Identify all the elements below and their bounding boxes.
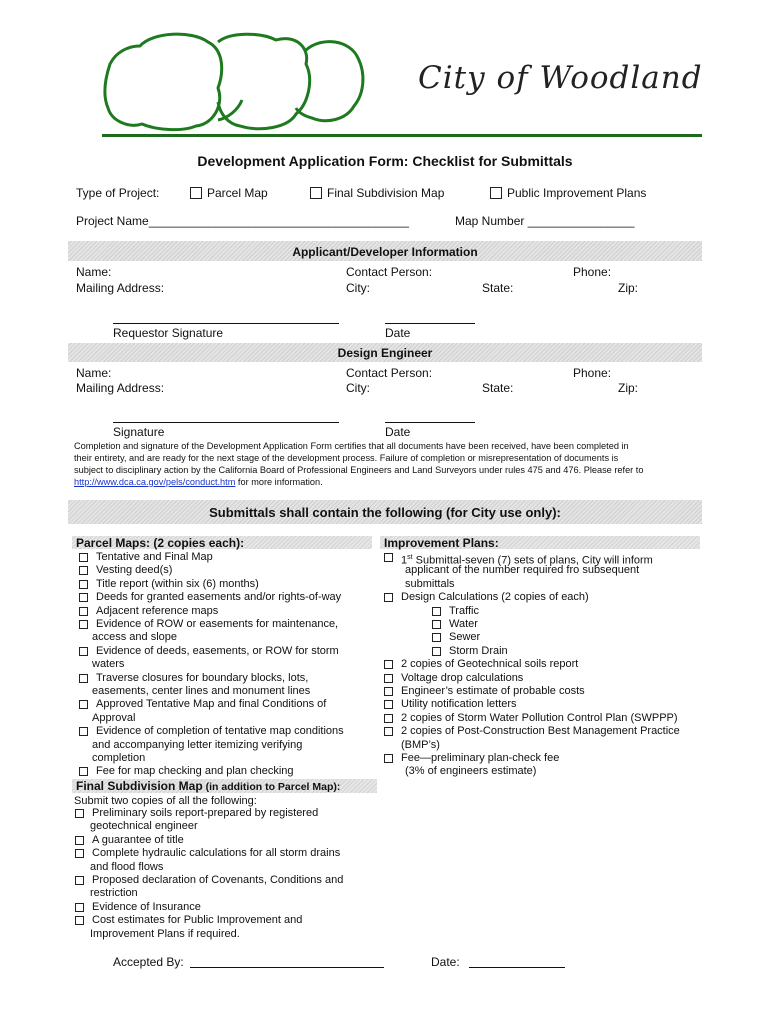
project-type-label: Type of Project: [76,186,160,200]
project-type-parcel-map[interactable]: Parcel Map [190,186,268,200]
parcel-item-text: Approval [92,711,136,724]
parcel-item-checkbox[interactable] [79,607,88,616]
form-title: Development Application Form: Checklist for Submittals [197,153,573,169]
parcel-item-text: Adjacent reference maps [96,604,219,617]
design-sub-checkbox[interactable] [432,633,441,642]
project-type-public-improvement[interactable]: Public Improvement Plans [490,186,646,200]
parcel-item-checkbox[interactable] [79,727,88,736]
engineer-section-band [68,343,702,362]
requestor-date-line[interactable] [385,323,475,324]
final-item-text: Complete hydraulic calculations for all storm drains [92,847,341,860]
final-item-text: and flood flows [90,860,164,873]
parcel-item-checkbox[interactable] [79,580,88,589]
engineer-name: Name: [76,366,112,380]
final-subdivision-checkbox[interactable] [310,187,322,199]
certification-paragraph: Completion and signature of the Development Application Form certifies that all documents have been received, have been completed in their entirety, and are ready for the next stage of the development process. Failure of completion or misrepresentation of documents is subject to disciplinary action by the California Board of Professional Engineers and Land Surveyors under rules 475 and 476. Please refer to http://www.dca.ca.gov/pels/conduct.htm for more information. [74,441,644,487]
parcel-item-text: Tentative and Final Map [96,551,213,563]
applicant-name: Name: [76,265,112,279]
engineer-zip: Zip: [618,381,639,395]
parcel-maps-heading: Parcel Maps: (2 copies each): [76,536,245,550]
requestor-signature-label: Requestor Signature [113,326,224,340]
first-submittal-cont: submittals [405,577,455,590]
parcel-item-checkbox[interactable] [79,674,88,683]
parcel-item-checkbox[interactable] [79,767,88,776]
footer-date-line[interactable] [469,967,565,968]
improvement-item-text: Utility notification letters [401,698,517,711]
accepted-by-line[interactable] [190,967,384,968]
parcel-item-text: Title report (within six (6) months) [96,577,259,590]
improvement-item-checkbox[interactable] [384,674,393,683]
city-tree-logo [100,28,370,136]
improvement-item-text: (BMP’s) [401,738,440,751]
parcel-item-checkbox[interactable] [79,620,88,629]
parcel-item-checkbox[interactable] [79,553,88,562]
final-item-text: restriction [90,887,138,900]
footer-date-label: Date: [431,955,460,969]
final-item-checkbox[interactable] [75,836,84,845]
improvement-item-checkbox[interactable] [384,687,393,696]
engineer-contact-person: Contact Person: [346,366,433,380]
parcel-item-text: Evidence of ROW or easements for maintenance, [96,618,339,630]
applicant-contact-person: Contact Person: [346,265,433,279]
submittals-band [68,500,702,524]
final-subdivision-heading: Final Subdivision Map (in addition to Parcel Map): [76,779,341,793]
final-item-text: Proposed declaration of Covenants, Conditions and [92,874,344,886]
final-item-checkbox[interactable] [75,903,84,912]
parcel-item-text: Approved Tentative Map and final Conditions of [96,698,327,711]
parcel-item-checkbox[interactable] [79,700,88,709]
final-item-text: geotechnical engineer [90,820,198,833]
applicant-section-band [68,241,702,261]
improvement-item-checkbox[interactable] [384,660,393,669]
design-sub-text: Sewer [449,631,481,644]
public-improvement-checkbox[interactable] [490,187,502,199]
header-rule [102,134,702,137]
accepted-by-label: Accepted By: [113,955,184,969]
engineer-phone: Phone: [573,366,612,380]
parcel-item-checkbox[interactable] [79,593,88,602]
parcel-item-text: Traverse closures for boundary blocks, lots, [96,671,309,684]
parcel-item-text: Evidence of completion of tentative map conditions [96,725,344,738]
design-sub-text: Storm Drain [449,644,508,657]
city-name: City of Woodland [418,60,703,96]
engineer-state: State: [482,381,514,395]
engineer-date-label: Date [385,425,411,439]
final-item-checkbox[interactable] [75,876,84,885]
improvement-plans-heading: Improvement Plans: [384,536,499,550]
improvement-item-checkbox[interactable] [384,714,393,723]
final-item-text: A guarantee of title [92,833,184,846]
parcel-item-text: Deeds for granted easements and/or rights-of-way [96,591,342,604]
first-submittal-ordinal: st [407,554,413,561]
final-item-checkbox[interactable] [75,916,84,925]
final-item-text: Evidence of Insurance [92,900,201,913]
applicant-mailing-address: Mailing Address: [76,281,165,295]
project-name-field[interactable]: Project Name_______________________________________ [76,214,409,228]
parcel-item-text: waters [92,658,125,671]
parcel-item-text: Vesting deed(s) [96,564,173,577]
design-sub-text: Traffic [449,604,479,617]
final-item-text: Preliminary soils report-prepared by registered [92,807,319,819]
parcel-item-text: easements, center lines and monument lines [92,685,311,697]
requestor-date-label: Date [385,326,411,340]
engineer-date-line[interactable] [385,422,475,423]
improvement-item-text: Voltage drop calculations [401,671,524,684]
applicant-phone: Phone: [573,265,612,279]
parcel-item-text: Evidence of deeds, easements, or ROW for storm [96,644,339,657]
parcel-item-text: and accompanying letter itemizing verifying [92,738,303,751]
design-sub-checkbox[interactable] [432,647,441,656]
first-submittal-desc: Submittal-seven (7) sets of plans, City will inform [412,554,653,567]
improvement-item-checkbox[interactable] [384,727,393,736]
improvement-item-text: (3% of engineers estimate) [405,765,537,778]
improvement-item-checkbox[interactable] [384,593,393,602]
applicant-zip: Zip: [618,281,639,295]
design-calculations-text: Design Calculations (2 copies of each) [401,591,589,604]
engineer-city: City: [346,381,370,395]
applicant-city: City: [346,281,370,295]
parcel-item-text: completion [92,752,146,764]
final-item-checkbox[interactable] [75,849,84,858]
design-sub-checkbox[interactable] [432,607,441,616]
final-item-text: Improvement Plans if required. [90,927,240,940]
engineer-signature-line[interactable] [113,422,339,423]
improvement-item-text: Fee—preliminary plan-check fee [401,752,560,764]
engineer-section-title: Design Engineer [337,346,433,360]
map-number-field[interactable]: Map Number ________________ [455,214,635,228]
design-sub-checkbox[interactable] [432,620,441,629]
improvement-item-text: Engineer’s estimate of probable costs [401,685,585,697]
submittals-title: Submittals shall contain the following (for City use only): [209,505,561,520]
parcel-map-checkbox[interactable] [190,187,202,199]
design-sub-text: Water [449,618,478,630]
final-subdivision-intro: Submit two copies of all the following: [74,795,257,807]
engineer-signature-label: Signature [113,425,165,439]
engineer-mailing-address: Mailing Address: [76,381,165,395]
first-submittal-cont: applicant of the number required fro subsequent [405,564,640,577]
parcel-item-checkbox[interactable] [79,566,88,575]
applicant-state: State: [482,281,514,295]
conduct-link[interactable]: http://www.dca.ca.gov/pels/conduct.htm [74,477,236,487]
parcel-item-text: Fee for map checking and plan checking [96,765,294,778]
parcel-item-checkbox[interactable] [79,647,88,656]
project-type-final-subdivision[interactable]: Final Subdivision Map [310,186,444,200]
improvement-item-text: 2 copies of Post-Construction Best Management Practice [401,725,680,738]
improvement-item-text: 2 copies of Storm Water Pollution Control Plan (SWPPP) [401,711,678,724]
applicant-section-title: Applicant/Developer Information [292,245,478,259]
requestor-signature-line[interactable] [113,323,339,324]
improvement-item-text: 2 copies of Geotechnical soils report [401,658,579,671]
improvement-item-checkbox[interactable] [384,553,393,562]
final-item-text: Cost estimates for Public Improvement and [92,914,303,927]
first-submittal-number: 1 [401,554,408,567]
parcel-item-text: access and slope [92,631,177,644]
improvement-item-checkbox[interactable] [384,754,393,763]
final-item-checkbox[interactable] [75,809,84,818]
improvement-item-checkbox[interactable] [384,700,393,709]
